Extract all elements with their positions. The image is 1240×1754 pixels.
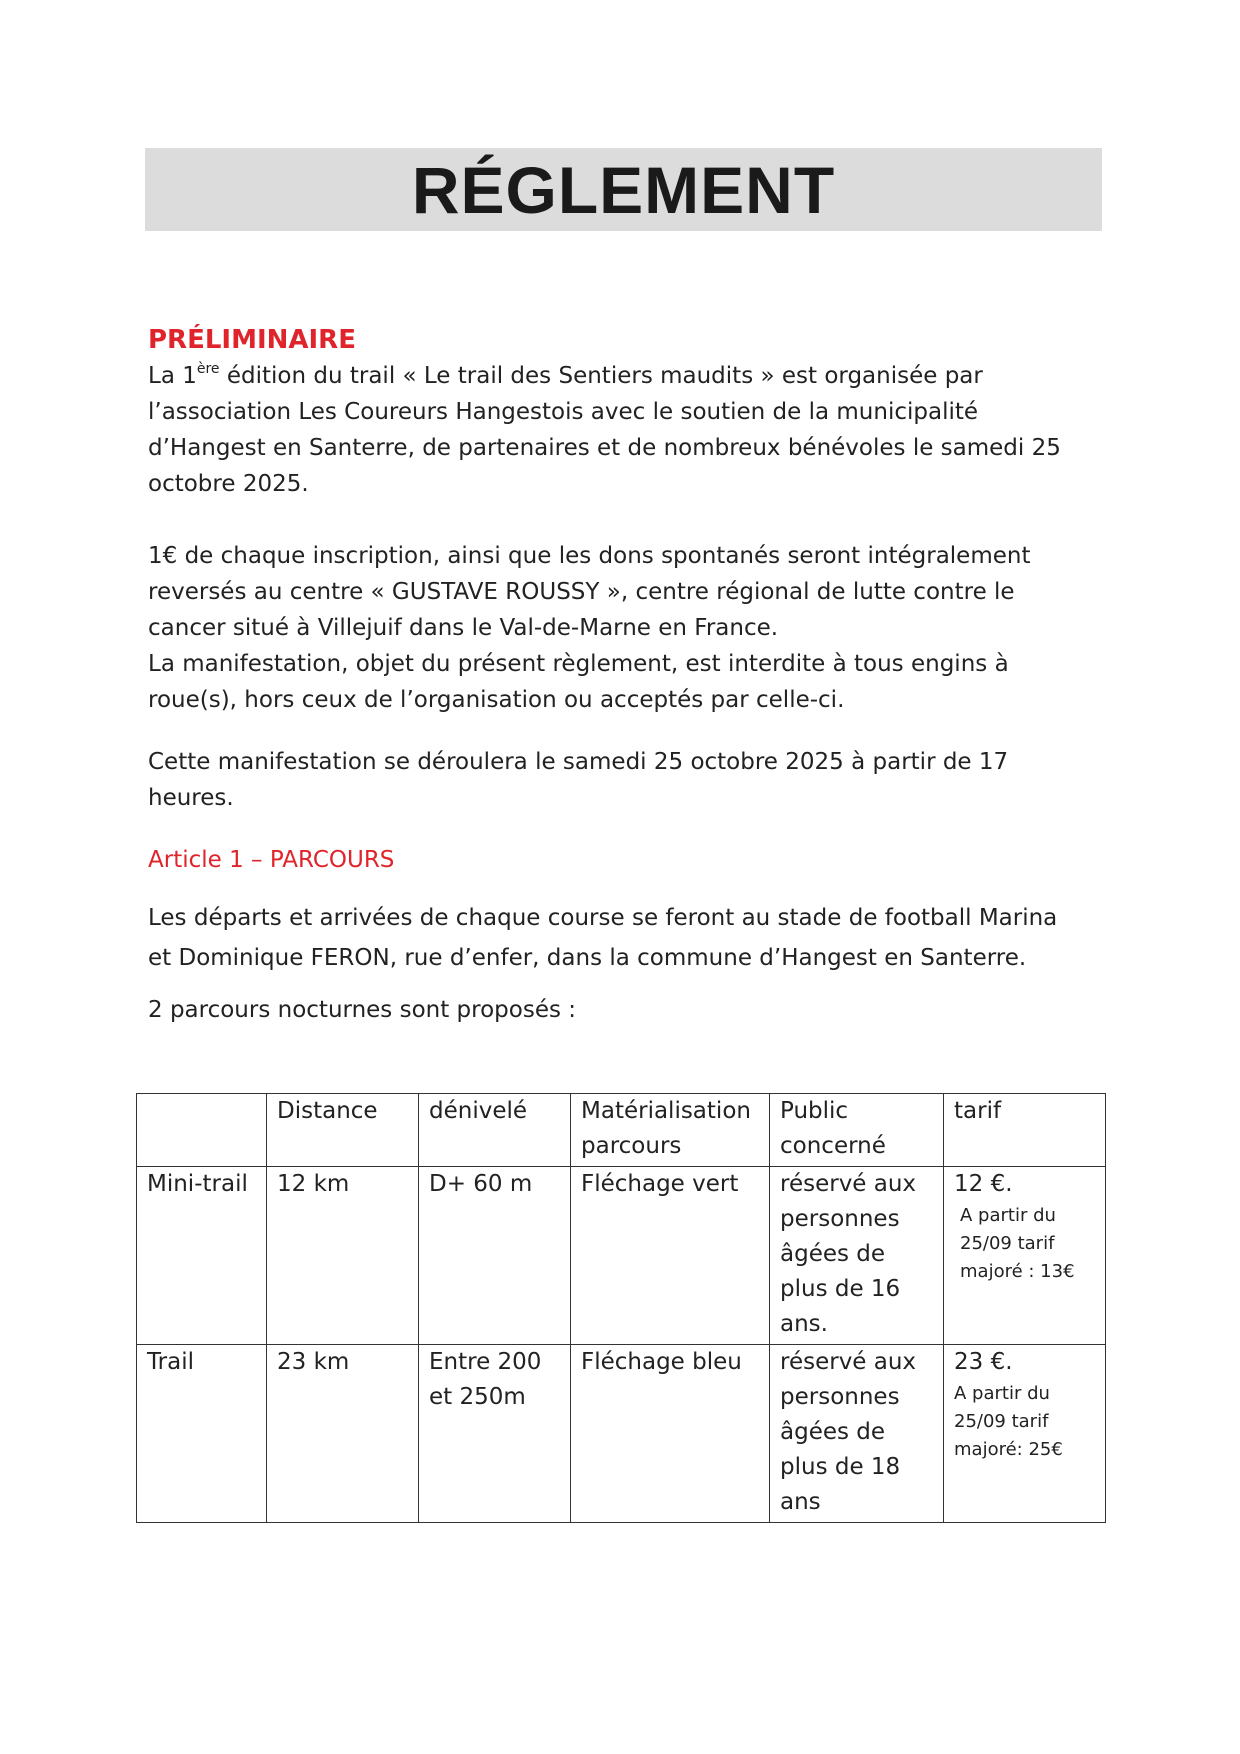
preliminary-paragraph-4 xyxy=(148,744,1098,816)
price-cell xyxy=(944,1345,1106,1523)
paragraph-text: édition du trail « Le trail des Sentiers maudits » est organisée par xyxy=(219,363,983,389)
paragraph-text: La manifestation, objet du présent règlement, est interdite à tous engins à xyxy=(148,651,1009,677)
preliminary-paragraph-1 xyxy=(148,358,1098,502)
preliminary-paragraph-2 xyxy=(148,538,1098,646)
paragraph-text: La 1 xyxy=(148,363,197,389)
audience-cell: réservé aux personnes âgées de plus de 18 ans xyxy=(770,1345,944,1523)
course-name-cell: Trail xyxy=(137,1345,267,1523)
preliminary-heading: PRÉLIMINAIRE xyxy=(148,325,356,355)
price-value: 12 €. xyxy=(954,1171,1013,1197)
page-title: RÉGLEMENT xyxy=(411,152,836,227)
paragraph-text: cancer situé à Villejuif dans le Val-de-Marne en France. xyxy=(148,615,779,641)
paragraph-text: Les départs et arrivées de chaque course se feront au stade de football Marina xyxy=(148,905,1058,931)
ordinal-superscript: ère xyxy=(196,361,220,377)
table-row xyxy=(137,1167,1106,1345)
elevation-cell: Entre 200 et 250m xyxy=(419,1345,571,1523)
article-1-heading: Article 1 – PARCOURS xyxy=(148,847,395,873)
table-header-cell: tarif xyxy=(944,1094,1106,1167)
table-header-cell: dénivelé xyxy=(419,1094,571,1167)
marking-cell: Fléchage vert xyxy=(571,1167,770,1345)
title-banner xyxy=(145,148,1102,231)
table-header-cell: Matérialisation parcours xyxy=(571,1094,770,1167)
article-1-paragraph-1 xyxy=(148,898,1098,978)
price-value: 23 €. xyxy=(954,1349,1013,1375)
courses-table xyxy=(136,1093,1106,1523)
table-header-cell: Public concerné xyxy=(770,1094,944,1167)
paragraph-text: heures. xyxy=(148,785,234,811)
table-header-row xyxy=(137,1094,1106,1167)
paragraph-text: roue(s), hors ceux de l’organisation ou acceptés par celle-ci. xyxy=(148,687,845,713)
price-note: A partir du 25/09 tarif majoré: 25€ xyxy=(954,1383,1063,1460)
paragraph-text: 1€ de chaque inscription, ainsi que les dons spontanés seront intégralement xyxy=(148,543,1031,569)
document-body xyxy=(148,322,1098,1028)
table-row xyxy=(137,1345,1106,1523)
paragraph-text: reversés au centre « GUSTAVE ROUSSY », centre régional de lutte contre le xyxy=(148,579,1015,605)
paragraph-text: d’Hangest en Santerre, de partenaires et de nombreux bénévoles le samedi 25 xyxy=(148,435,1061,461)
distance-cell: 12 km xyxy=(267,1167,419,1345)
distance-cell: 23 km xyxy=(267,1345,419,1523)
paragraph-text: et Dominique FERON, rue d’enfer, dans la commune d’Hangest en Santerre. xyxy=(148,945,1027,971)
paragraph-text: l’association Les Coureurs Hangestois avec le soutien de la municipalité xyxy=(148,399,979,425)
preliminary-paragraph-3 xyxy=(148,646,1098,718)
article-1-paragraph-2: 2 parcours nocturnes sont proposés : xyxy=(148,997,577,1023)
table-header-cell xyxy=(137,1094,267,1167)
elevation-cell: D+ 60 m xyxy=(419,1167,571,1345)
price-cell xyxy=(944,1167,1106,1345)
course-name-cell: Mini-trail xyxy=(137,1167,267,1345)
price-note: A partir du 25/09 tarif majoré : 13€ xyxy=(960,1205,1075,1282)
table-header-cell: Distance xyxy=(267,1094,419,1167)
paragraph-text: Cette manifestation se déroulera le samedi 25 octobre 2025 à partir de 17 xyxy=(148,749,1009,775)
paragraph-text: octobre 2025. xyxy=(148,471,309,497)
audience-cell: réservé aux personnes âgées de plus de 16 ans. xyxy=(770,1167,944,1345)
marking-cell: Fléchage bleu xyxy=(571,1345,770,1523)
